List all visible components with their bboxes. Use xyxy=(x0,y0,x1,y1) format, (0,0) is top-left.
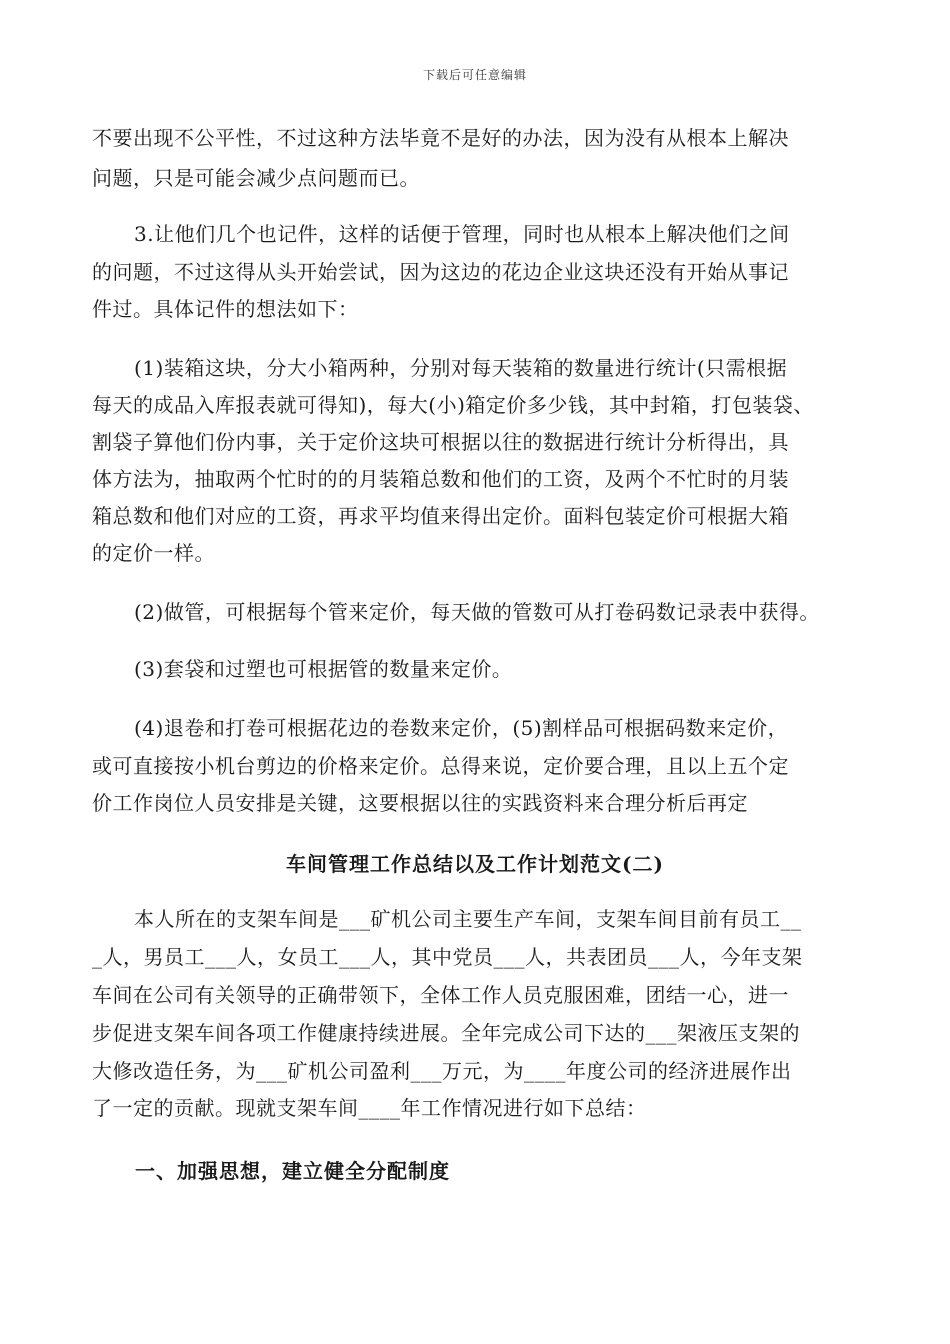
paragraph-line: (1)装箱这块，分大小箱两种，分别对每天装箱的数量进行统计(只需根据 xyxy=(134,356,788,380)
paragraph-line: 价工作岗位人员安排是关键，这要根据以往的实践资料来合理分析后再定 xyxy=(92,791,748,815)
paragraph-line: 了一定的贡献。现就支架车间____年工作情况进行如下总结： xyxy=(92,1096,647,1120)
paragraph-line: 箱总数和他们对应的工资，再求平均值来得出定价。面料包装定价可根据大箱 xyxy=(92,504,789,528)
paragraph-line: 问题，只是可能会减少点问题而已。 xyxy=(92,166,420,190)
paragraph-line: 3.让他们几个也记件，这样的话便于管理，同时也从根本上解决他们之间 xyxy=(134,222,790,246)
paragraph-line: 本人所在的支架车间是___矿机公司主要生产车间，支架车间目前有员工__ xyxy=(134,907,802,931)
paragraph-line: 或可直接按小机台剪边的价格来定价。总得来说，定价要合理，且以上五个定 xyxy=(92,754,789,778)
paragraph-line: (3)套袋和过塑也可根据管的数量来定价。 xyxy=(134,657,513,681)
paragraph-line: 的问题，不过这得从头开始尝试，因为这边的花边企业这块还没有开始从事记 xyxy=(92,260,789,284)
paragraph-line: 步促进支架车间各项工作健康持续进展。全年完成公司下达的___架液压支架的 xyxy=(92,1021,800,1045)
paragraph-line: 体方法为，抽取两个忙时的的月装箱总数和他们的工资，及两个不忙时的月装 xyxy=(92,467,789,491)
header-note: 下载后可任意编辑 xyxy=(422,68,527,82)
paragraph-line: 件过。具体记件的想法如下： xyxy=(92,297,359,321)
paragraph-line: 每天的成品入库报表就可得知)，每大(小)箱定价多少钱，其中封箱，打包装袋、 xyxy=(92,393,814,417)
section-title: 车间管理工作总结以及工作计划范文(二) xyxy=(286,852,664,876)
paragraph-line: (4)退卷和打卷可根据花边的卷数来定价，(5)割样品可根据码数来定价， xyxy=(134,716,789,740)
paragraph-line: 的定价一样。 xyxy=(92,541,215,565)
paragraph-line: 不要出现不公平性，不过这种方法毕竟不是好的办法，因为没有从根本上解决 xyxy=(92,126,789,150)
paragraph-line: (2)做管，可根据每个管来定价，每天做的管数可从打卷码数记录表中获得。 xyxy=(134,600,820,624)
paragraph-line: 割袋子算他们份内事，关于定价这块可根据以往的数据进行统计分析得出，具 xyxy=(92,430,789,454)
paragraph-line: _人，男员工___人，女员工___人，其中党员___人，共表团员___人，今年支架 xyxy=(92,945,803,969)
paragraph-line: 大修改造任务，为___矿机公司盈利___万元，为____年度公司的经济进展作出 xyxy=(92,1059,792,1083)
subsection-heading: 一、加强思想，建立健全分配制度 xyxy=(135,1159,450,1183)
paragraph-line: 车间在公司有关领导的正确带领下，全体工作人员克服困难，团结一心，进一 xyxy=(92,983,789,1007)
